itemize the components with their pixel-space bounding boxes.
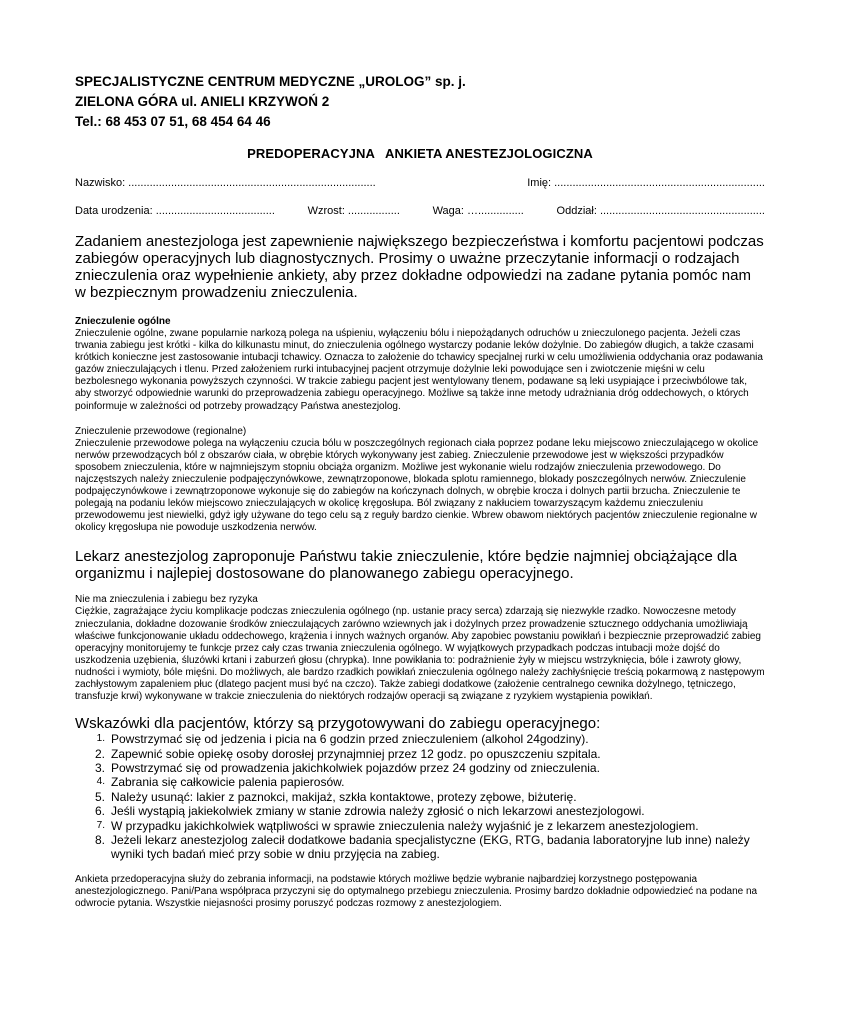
list-item: [87, 761, 765, 775]
surname-field: Nazwisko: .................................................................................: [75, 177, 376, 189]
fields-row-2: [75, 205, 765, 217]
anesthesiologist-proposal: Lekarz anestezjolog zaproponuje Państwu takie znieczulenie, które będzie najmniej obciążające dla organizmu i najlepiej dostosowane do planowanego zabiegu operacyjnego.: [75, 548, 738, 583]
list-number: 6.: [94, 804, 105, 819]
list-number: 1.: [96, 733, 105, 745]
patient-fields: [75, 177, 765, 217]
closing-paragraph: Ankieta przedoperacyjna służy do zebrania informacji, na podstawie których możliwe będzie wybranie najbardziej korzystnego postępowania anestezjologicznego. Pani/Pana współpraca przyczyni się do optymalnego przebiegu znieczulenia. Prosimy bardzo dokładnie odpowiedzieć na podane na odwrocie pytania. Wszystkie niejasności prosimy poruszyć podczas rozmowy z anestezjologiem.: [75, 873, 758, 909]
list-text: Powstrzymać się od prowadzenia jakichkolwiek pojazdów przez 24 godziny od znieczulenia.: [111, 760, 600, 775]
intro-paragraph: Zadaniem anestezjologa jest zapewnienie największego bezpieczeństwa i komfortu pacjentowi podczas zabiegów operacyjnych lub diagnostycznych. Prosimy o uważne przeczytanie informacji o rodzajach znieczulenia oraz wypełnienie ankiety, aby przez dokładne odpowiedzi na zadane pytania pomóc nam w bezpiecznym prowadzeniu znieczulenia.: [75, 233, 764, 301]
list-item: [87, 790, 765, 804]
list-number: 5.: [94, 789, 105, 804]
risk-heading: Nie ma znieczulenia i zabiegu bez ryzyka: [75, 594, 258, 606]
list-number: 4.: [96, 776, 105, 788]
list-number: 8.: [94, 833, 105, 847]
list-text: Jeśli wystąpią jakiekolwiek zmiany w stanie zdrowia należy zgłosić o nich lekarzowi anestezjologowi.: [111, 804, 645, 819]
list-number: 7.: [96, 819, 105, 831]
list-number: 2.: [94, 746, 105, 761]
document-page: [75, 72, 765, 910]
list-text: Zapewnić sobie opiekę osoby dorosłej przynajmniej przez 12 godz. po opuszczeniu szpitala.: [111, 746, 601, 761]
first-name-field: Imię: .....................................................................: [527, 177, 765, 189]
list-text: W przypadku jakichkolwiek wątpliwości w sprawie znieczulenia należy wyjaśnić je z lekarzem anestezjologiem.: [111, 818, 699, 833]
height-field: Wzrost: .................: [307, 205, 400, 217]
list-item: [87, 775, 765, 789]
list-item: [87, 833, 765, 862]
ward-field: Oddział: ......................................................: [556, 205, 765, 217]
document-title: [75, 146, 765, 161]
title-part-1: PREDOPERACYJNA: [247, 146, 375, 161]
title-part-2: ANKIETA ANESTEZJOLOGICZNA: [384, 146, 593, 161]
list-item: [87, 732, 765, 746]
list-item: [87, 804, 765, 818]
list-number: 3.: [94, 760, 105, 775]
recommendations-heading: Wskazówki dla pacjentów, którzy są przygotowywani do zabiegu operacyjnego:: [75, 715, 601, 733]
list-text: Jeżeli lekarz anestezjolog zalecił dodatkowe badania specjalistyczne (EKG, RTG, badania laboratoryjne lub inne) należy wyniki tych badań mieć przy sobie w dniu przyjęcia na zabieg.: [111, 833, 750, 862]
regional-anesthesia-text: Znieczulenie przewodowe polega na wyłączeniu czucia bólu w poszczególnych regionach ciała poprzez podane leku miejscowo znieczulającego w okolice nerwów przewodzących ból z obszarów ciała, w obrębie których wykonywany jest zabieg. Znieczulenie przewodowe jest w większości przypadków sposobem znieczulenia, które w najmniejszym stopniu obciąża organizm. Możliwe jest wykonanie wielu rodzajów znieczulenia przewodowego. Do najczęstszych należy znieczulenie podpajęczynówkowe, zewnątrzoponowe, blokada splotu ramiennego, blokady poszczególnych nerwów. Znieczulenie podpajęczynówkowe i zewnątrzoponowe wykonuje się do zabiegów na kończynach dolnych, w obrębie krocza i dolnych partii brzucha. Znieczulenie te polegają na podaniu leków miejscowo znieczulających w okolicę kręgosłupa. Ból związany z nakłuciem towarzyszącym każdemu znieczuleniu przewodowemu jest niewielki, gdyż igły używane do tego celu są z reguły bardzo cienkie. Wbrew obawom niektórych pacjentów znieczulenie regionalne w okolicy kręgosłupa nie powoduje uszkodzenia nerwów.: [75, 437, 759, 534]
list-text: Powstrzymać się od jedzenia i picia na 6 godzin przed znieczuleniem (alkohol 24godziny).: [111, 732, 589, 747]
recommendations-list: [75, 732, 765, 862]
list-item: [87, 819, 765, 833]
clinic-name: SPECJALISTYCZNE CENTRUM MEDYCZNE „UROLOG” sp. j.: [75, 74, 466, 89]
fields-row-1: [75, 177, 765, 189]
list-item: [87, 747, 765, 761]
birth-date-field: Data urodzenia: .......................................: [75, 205, 275, 217]
clinic-phone: Tel.: 68 453 07 51, 68 454 64 46: [75, 114, 271, 129]
clinic-address: ZIELONA GÓRA ul. ANIELI KRZYWOŃ 2: [75, 94, 330, 109]
risk-text: Ciężkie, zagrażające życiu komplikacje podczas znieczulenia ogólnego (np. ustanie pracy serca) zdarzają się niezwykle rzadko. Nowoczesne metody znieczulania, dokładne dozowanie środków znieczulających zarówno wziewnych jak i dożylnych przez prowadzenie sztucznego oddychania umożliwiają właściwe funkcjonowanie układu oddechowego, krążenia i innych ważnych organów. Aby zapobiec powstaniu powikłań i bezpiecznie przeprowadzić zabieg operacyjny monitorujemy te funkcje przez cały czas trwania znieczulenia ogólnego. W wyjątkowych przypadkach podczas intubacji może dojść do uszkodzenia uzębienia, śluzówki krtani i zaburzeń głosu (chrypka). Inne powikłania to: podrażnienie żyły w miejscu wstrzyknięcia, bóle i zawroty głowy, nudności i wymioty, bóle mięśni. Do możliwych, ale bardzo rzadkich powikłań znieczulenia ogólnego należy zachłyśnięcie treścią pokarmową z następowym zachłystowym zapaleniem płuc (dlatego pacjent musi być na czczo). Także zabiegi dodatkowe (założenie centralnego cewnika dożylnego, tętniczego, transfuzje krwi) wykonywane w trakcie znieczulenia do niektórych rodzajów operacji są związane z ryzykiem wystąpienia powikłań.: [75, 606, 765, 703]
general-anesthesia-heading: Znieczulenie ogólne: [75, 316, 171, 327]
list-text: Należy usunąć: lakier z paznokci, makijaż, szkła kontaktowe, protezy zębowe, biżuterię.: [111, 789, 577, 804]
list-text: Zabrania się całkowicie palenia papierosów.: [111, 775, 345, 790]
general-anesthesia-text: Znieczulenie ogólne, zwane popularnie narkozą polega na uśpieniu, wyłączeniu bólu i niepożądanych odruchów u znieczulonego pacjenta. Jeżeli czas trwania zabiegu jest krótki - kilka do kilkunastu minut, do znieczulenia ogólnego wystarczy podanie leków dożylnie. Do zabiegów długich, a także czasami krótkich konieczne jest zastosowanie intubacji tchawicy. Oznacza to założenie do tchawicy specjalnej rurki w celu umożliwienia oddychania oraz podawania gazów znieczulających i tlenu. Przed założeniem rurki intubacyjnej pacjent otrzymuje dożylnie leki powodujące sen i zwiotczenie mięśni w celu bezbolesnego wykonania powyższych czynności. W trakcie zabiegu pacjent jest wentylowany tlenem, podawane są leki usypiające i przeciwbólowe tak, aby stworzyć odpowiednie warunki do przeprowadzenia zabiegu operacyjnego. Możliwe są także inne metody udrażniania dróg oddechowych, o których poinformuje w zależności od potrzeby prowadzący Państwa anestezjolog.: [75, 328, 763, 412]
regional-anesthesia-heading: Znieczulenie przewodowe (regionalne): [75, 425, 247, 437]
weight-field: Waga: …...............: [432, 205, 524, 217]
clinic-header: [75, 72, 765, 132]
